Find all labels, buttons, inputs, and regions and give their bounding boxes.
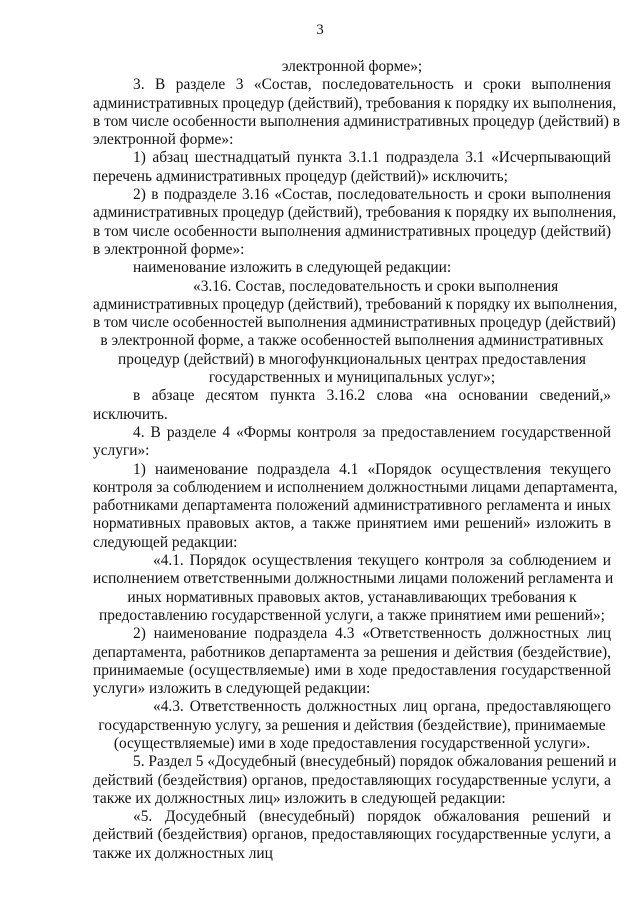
text-line: в том числе особенности выполнения административных процедур (действий) [93,222,611,240]
text-line: электронной форме»; [281,58,423,75]
text-line: (осуществляемые) ими в ходе предоставления государственной услуги». [113,734,591,752]
text-line: 1) абзац шестнадцатый пункта 3.1.1 подраздела 3.1 «Исчерпывающий [133,149,611,167]
text-line: иных нормативных правовых актов, устанавливающих требования к [127,588,577,606]
text-line: 1) наименование подраздела 4.1 «Порядок осуществления текущего [133,460,611,478]
text-line: в электронной форме, а также особенностей выполнения административных [100,332,604,350]
text-line: услуги» изложить в следующей редакции: [93,680,371,698]
text-line: услуги»: [93,442,150,460]
text-line: «5. Досудебный (внесудебный) порядок обжалования решений и [133,808,611,826]
text-line: «4.3. Ответственность должностных лиц органа, предоставляющего [153,698,611,716]
text-line: следующей редакции: [93,533,238,551]
text-line: действий (бездействия) органов, предоставляющих государственные услуги, а [93,771,611,789]
text-line: 3. В разделе 3 «Состав, последовательность и сроки выполнения [133,76,611,94]
text-line: принимаемые (осуществляемые) ими в ходе предоставления государственной [93,661,611,679]
text-line: предоставлению государственной услуги, а также принятием ими решений»; [99,606,605,624]
text-line: контроля за соблюдением и исполнением должностными лицами департамента, [93,478,618,496]
text-line: государственную услугу, за решения и действия (бездействие), принимаемые [98,716,606,734]
text-line: «4.1. Порядок осуществления текущего контроля за соблюдением и [153,552,611,570]
page-number: 3 [316,22,324,38]
text-line: также их должностных лиц [93,844,273,862]
text-line: в том числе особенности выполнения административных процедур (действий) в [93,112,620,130]
text-line: исполнением ответственными должностными лицами положений регламента и [93,570,614,588]
text-line: департамента, работников департамента за решения и действия (бездействие), [93,643,611,661]
text-line: перечень административных процедур (действий)» исключить; [93,167,508,185]
document-body [93,58,620,863]
text-line: в электронной форме»: [93,240,245,258]
text-line: работниками департамента положений административного регламента и иных [93,497,611,515]
text-line: в абзаце десятом пункта 3.16.2 слова «на основании сведений,» [133,387,611,405]
text-line: административных процедур (действий), требования к порядку их выполнения, [93,204,617,222]
text-line: административных процедур (действий), требования к порядку их выполнения, [93,94,617,112]
text-line: административных процедур (действий), требований к порядку их выполнения, [93,295,618,313]
text-line: нормативных правовых актов, а также принятием ими решений» изложить в [93,515,611,533]
text-line: 2) наименование подраздела 4.3 «Ответственность должностных лиц [133,625,611,643]
text-line: также их должностных лиц» изложить в следующей редакции: [93,789,506,807]
text-line: 2) в подразделе 3.16 «Состав, последовательность и сроки выполнения [133,186,611,204]
text-line: 5. Раздел 5 «Досудебный (внесудебный) порядок обжалования решений и [133,753,617,771]
text-line: процедур (действий) в многофункциональных центрах предоставления [118,350,586,368]
text-line: 4. В разделе 4 «Формы контроля за предоставлением государственной [133,423,611,441]
text-line: в том числе особенностей выполнения административных процедур (действий) [93,314,616,332]
text-line: действий (бездействия) органов, предоставляющих государственные услуги, а [93,826,611,844]
text-line: «3.16. Состав, последовательность и сроки выполнения [193,277,559,295]
text-line: исключить. [93,405,168,423]
text-line: электронной форме»: [93,131,234,149]
text-line: наименование изложить в следующей редакции: [133,259,452,277]
text-line: государственных и муниципальных услуг»; [208,369,496,387]
